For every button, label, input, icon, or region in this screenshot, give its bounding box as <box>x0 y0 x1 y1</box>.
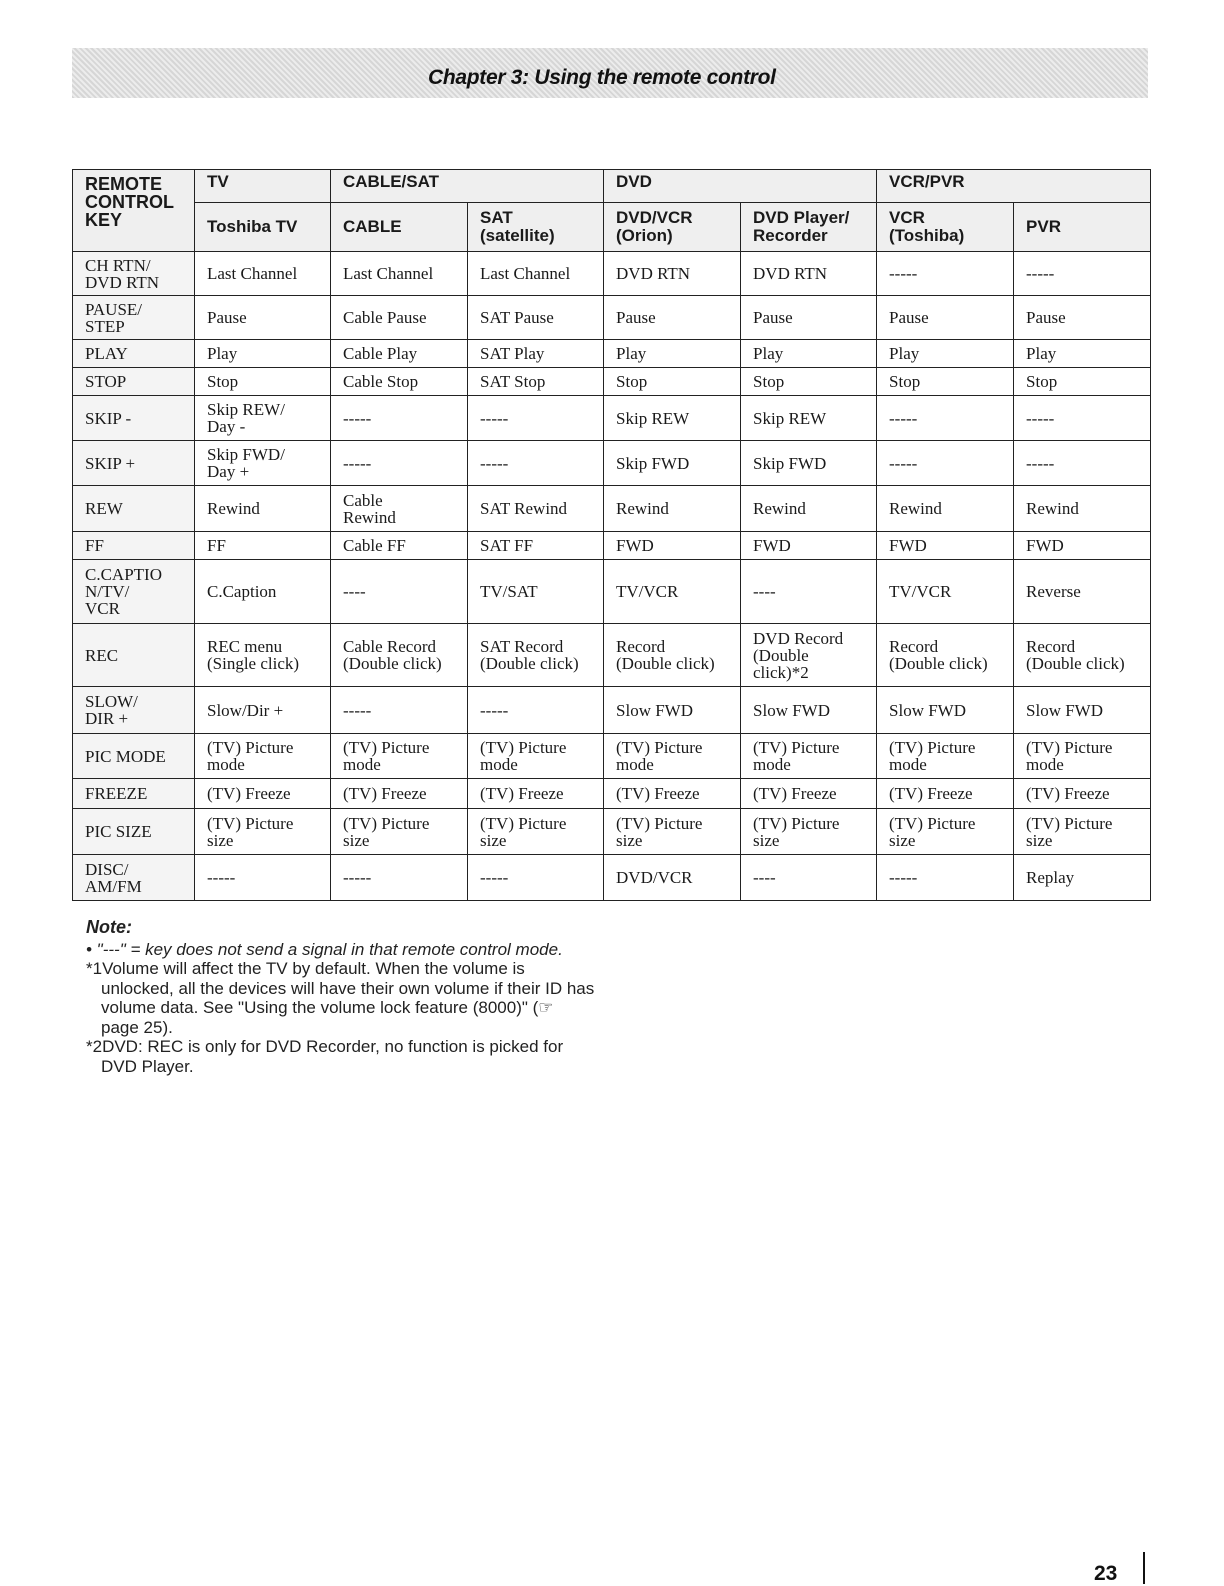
function-cell: Skip FWD/ Day + <box>195 441 331 486</box>
function-cell: Stop <box>877 368 1014 396</box>
function-cell: Rewind <box>741 486 877 532</box>
function-cell: SAT Rewind <box>468 486 604 532</box>
sub-header: DVD Player/ Recorder <box>741 203 877 252</box>
remote-key-cell: STOP <box>73 368 195 396</box>
function-cell: Record (Double click) <box>877 624 1014 687</box>
function-cell: (TV) Picture mode <box>331 734 468 779</box>
function-cell: DVD RTN <box>604 252 741 296</box>
function-cell: Stop <box>1014 368 1151 396</box>
function-cell: DVD/VCR <box>604 855 741 901</box>
function-cell: C.Caption <box>195 560 331 624</box>
function-cell: Slow FWD <box>741 687 877 734</box>
table-row <box>73 368 1151 396</box>
function-cell: (TV) Picture mode <box>741 734 877 779</box>
note-item: *2DVD: REC is only for DVD Recorder, no function is picked for DVD Player. <box>86 1037 564 1076</box>
chapter-title: Chapter 3: Using the remote control <box>428 66 776 89</box>
function-cell: FF <box>195 532 331 560</box>
function-cell: FWD <box>877 532 1014 560</box>
function-cell: (TV) Freeze <box>331 779 468 809</box>
table-row <box>73 855 1151 901</box>
function-cell: (TV) Freeze <box>877 779 1014 809</box>
table-row <box>73 396 1151 441</box>
sub-header: Toshiba TV <box>195 203 331 252</box>
function-cell: REC menu (Single click) <box>195 624 331 687</box>
notes-section <box>86 918 596 1076</box>
function-cell: Cable Stop <box>331 368 468 396</box>
function-cell: Cable Pause <box>331 296 468 340</box>
function-cell: (TV) Picture mode <box>468 734 604 779</box>
group-header-dvd: DVD <box>604 170 877 203</box>
function-cell: ----- <box>195 855 331 901</box>
function-cell: DVD Record (Double click)*2 <box>741 624 877 687</box>
function-cell: ----- <box>877 855 1014 901</box>
function-cell: (TV) Freeze <box>1014 779 1151 809</box>
function-cell: Pause <box>195 296 331 340</box>
remote-key-cell: FF <box>73 532 195 560</box>
function-cell: FWD <box>604 532 741 560</box>
function-cell: (TV) Picture size <box>877 809 1014 855</box>
remote-key-cell: DISC/ AM/FM <box>73 855 195 901</box>
function-cell: TV/VCR <box>877 560 1014 624</box>
function-cell: (TV) Freeze <box>195 779 331 809</box>
function-cell: Pause <box>1014 296 1151 340</box>
function-cell: (TV) Picture mode <box>1014 734 1151 779</box>
function-cell: Cable Play <box>331 340 468 368</box>
group-header-tv: TV <box>195 170 331 203</box>
page-number-rule <box>1143 1552 1145 1584</box>
function-cell: Stop <box>604 368 741 396</box>
function-cell: Stop <box>741 368 877 396</box>
function-cell: Pause <box>877 296 1014 340</box>
function-cell: FWD <box>741 532 877 560</box>
function-cell: ----- <box>331 396 468 441</box>
corner-header: REMOTE CONTROL KEY <box>73 170 195 252</box>
function-cell: Pause <box>741 296 877 340</box>
note-item: • "---" = key does not send a signal in that remote control mode. <box>86 939 563 959</box>
function-cell: Rewind <box>877 486 1014 532</box>
function-cell: ---- <box>741 855 877 901</box>
table-row <box>73 296 1151 340</box>
function-cell: TV/SAT <box>468 560 604 624</box>
function-cell: (TV) Picture mode <box>604 734 741 779</box>
remote-key-cell: SKIP + <box>73 441 195 486</box>
function-cell: ----- <box>331 441 468 486</box>
function-cell: ----- <box>877 252 1014 296</box>
page-number: 23 <box>1094 1562 1118 1585</box>
function-cell: Slow FWD <box>604 687 741 734</box>
group-header-row <box>73 170 1151 203</box>
function-cell: (TV) Picture size <box>468 809 604 855</box>
remote-key-cell: PLAY <box>73 340 195 368</box>
function-cell: Last Channel <box>331 252 468 296</box>
sub-header: CABLE <box>331 203 468 252</box>
function-cell: Skip REW <box>604 396 741 441</box>
sub-header-row <box>73 203 1151 252</box>
function-cell: Slow/Dir + <box>195 687 331 734</box>
function-cell: Last Channel <box>195 252 331 296</box>
function-cell: Slow FWD <box>877 687 1014 734</box>
function-cell: SAT Play <box>468 340 604 368</box>
remote-key-cell: PIC MODE <box>73 734 195 779</box>
function-cell: Play <box>604 340 741 368</box>
remote-key-cell: SLOW/ DIR + <box>73 687 195 734</box>
function-cell: ----- <box>1014 396 1151 441</box>
remote-key-table <box>72 169 1151 901</box>
remote-key-cell: PAUSE/ STEP <box>73 296 195 340</box>
function-cell: Play <box>877 340 1014 368</box>
table-body <box>73 252 1151 901</box>
function-cell: TV/VCR <box>604 560 741 624</box>
function-cell: ---- <box>741 560 877 624</box>
function-cell: Cable Record (Double click) <box>331 624 468 687</box>
table-row <box>73 779 1151 809</box>
table-row <box>73 486 1151 532</box>
function-cell: (TV) Picture size <box>195 809 331 855</box>
table-row <box>73 532 1151 560</box>
remote-key-cell: PIC SIZE <box>73 809 195 855</box>
function-cell: (TV) Freeze <box>741 779 877 809</box>
table-row <box>73 809 1151 855</box>
function-cell: Replay <box>1014 855 1151 901</box>
function-cell: SAT Stop <box>468 368 604 396</box>
function-cell: Play <box>741 340 877 368</box>
table-row <box>73 441 1151 486</box>
function-cell: (TV) Picture size <box>331 809 468 855</box>
table-row <box>73 252 1151 296</box>
function-cell: ----- <box>331 855 468 901</box>
remote-key-cell: REW <box>73 486 195 532</box>
function-cell: Slow FWD <box>1014 687 1151 734</box>
function-cell: ----- <box>468 396 604 441</box>
function-cell: Record (Double click) <box>1014 624 1151 687</box>
function-cell: SAT FF <box>468 532 604 560</box>
function-cell: ----- <box>877 396 1014 441</box>
function-cell: SAT Record (Double click) <box>468 624 604 687</box>
function-cell: Play <box>1014 340 1151 368</box>
function-cell: Play <box>195 340 331 368</box>
function-cell: (TV) Picture size <box>741 809 877 855</box>
function-cell: Rewind <box>195 486 331 532</box>
sub-header: DVD/VCR (Orion) <box>604 203 741 252</box>
function-cell: (TV) Freeze <box>468 779 604 809</box>
function-cell: ----- <box>468 687 604 734</box>
function-cell: ----- <box>331 687 468 734</box>
function-cell: ---- <box>331 560 468 624</box>
function-cell: (TV) Picture size <box>1014 809 1151 855</box>
sub-header: SAT (satellite) <box>468 203 604 252</box>
remote-key-cell: CH RTN/ DVD RTN <box>73 252 195 296</box>
function-cell: FWD <box>1014 532 1151 560</box>
function-cell: Skip FWD <box>604 441 741 486</box>
function-cell: ----- <box>877 441 1014 486</box>
group-header-cable-sat: CABLE/SAT <box>331 170 604 203</box>
function-cell: (TV) Picture size <box>604 809 741 855</box>
function-cell: ----- <box>468 441 604 486</box>
remote-key-cell: FREEZE <box>73 779 195 809</box>
function-cell: Skip REW/ Day - <box>195 396 331 441</box>
table-row <box>73 734 1151 779</box>
function-cell: Cable FF <box>331 532 468 560</box>
function-cell: ----- <box>1014 252 1151 296</box>
sub-header: PVR <box>1014 203 1151 252</box>
function-cell: Last Channel <box>468 252 604 296</box>
group-header-vcr-pvr: VCR/PVR <box>877 170 1151 203</box>
function-cell: Record (Double click) <box>604 624 741 687</box>
function-cell: Rewind <box>1014 486 1151 532</box>
function-cell: ----- <box>468 855 604 901</box>
function-cell: Stop <box>195 368 331 396</box>
table-row <box>73 624 1151 687</box>
remote-key-cell: REC <box>73 624 195 687</box>
note-title: Note: <box>86 917 132 937</box>
table-row <box>73 560 1151 624</box>
function-cell: Skip FWD <box>741 441 877 486</box>
function-cell: DVD RTN <box>741 252 877 296</box>
remote-key-cell: C.CAPTIO N/TV/ VCR <box>73 560 195 624</box>
function-cell: Reverse <box>1014 560 1151 624</box>
remote-key-cell: SKIP - <box>73 396 195 441</box>
function-cell: (TV) Freeze <box>604 779 741 809</box>
function-cell: Skip REW <box>741 396 877 441</box>
function-cell: Pause <box>604 296 741 340</box>
function-cell: Cable Rewind <box>331 486 468 532</box>
function-cell: (TV) Picture mode <box>877 734 1014 779</box>
function-cell: (TV) Picture mode <box>195 734 331 779</box>
function-cell: SAT Pause <box>468 296 604 340</box>
note-item: *1Volume will affect the TV by default. When the volume is unlocked, all the devices will have their own volume if their ID has volume data. See "Using the volume lock feature (8000)" (☞ page 25). <box>86 959 595 1037</box>
table-row <box>73 340 1151 368</box>
function-cell: Rewind <box>604 486 741 532</box>
table-row <box>73 687 1151 734</box>
sub-header: VCR (Toshiba) <box>877 203 1014 252</box>
function-cell: ----- <box>1014 441 1151 486</box>
